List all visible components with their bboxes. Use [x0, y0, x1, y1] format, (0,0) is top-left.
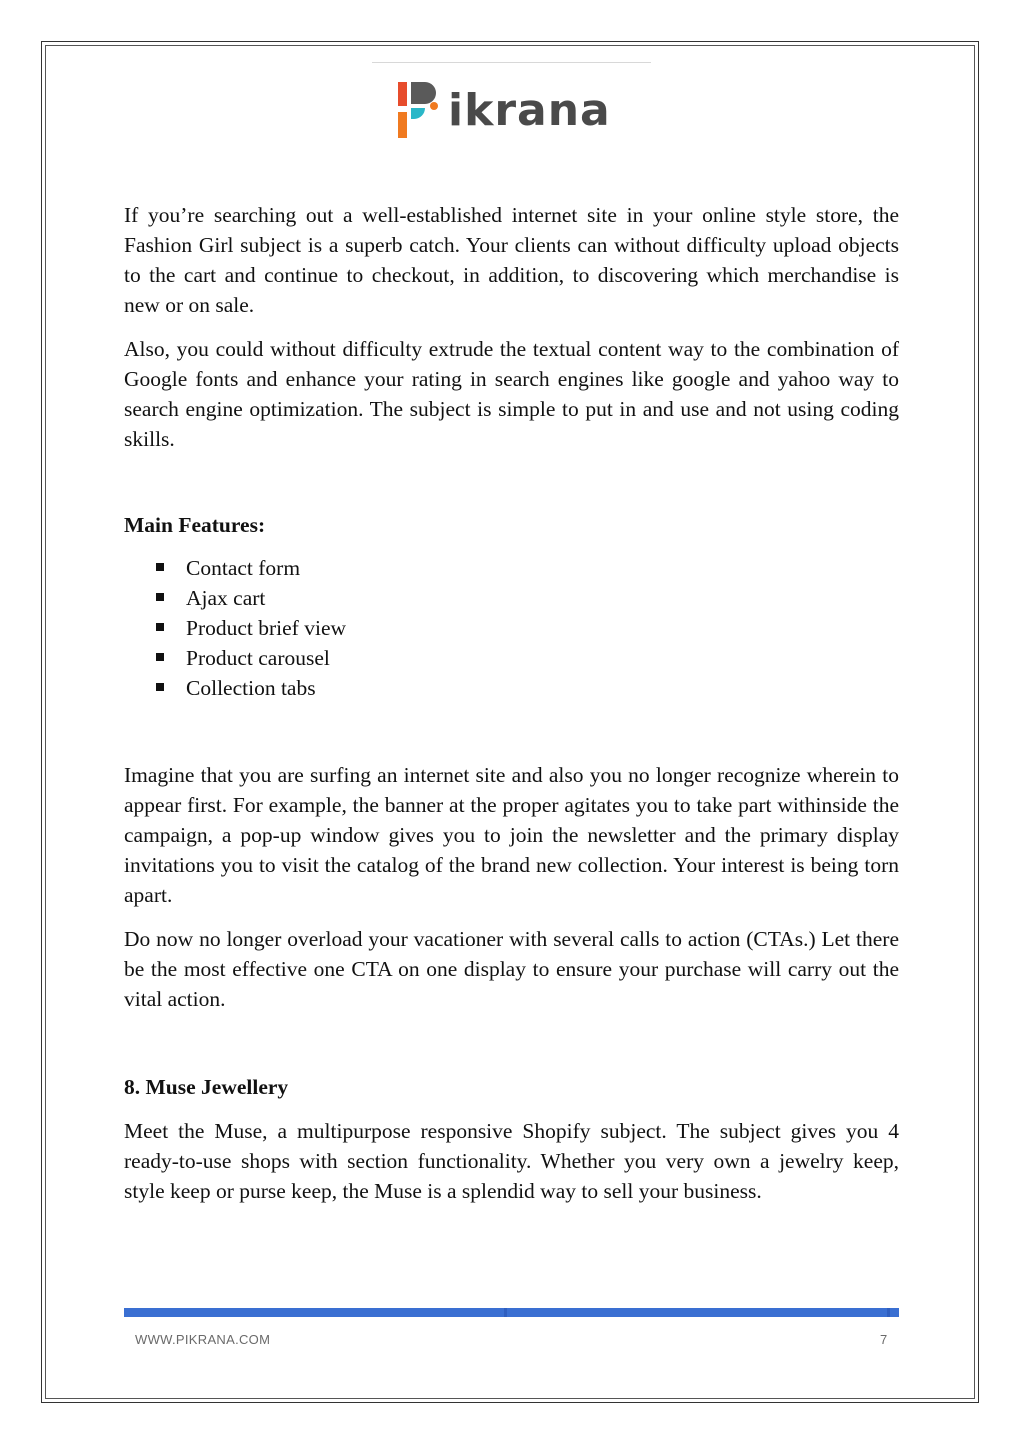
feature-label: Product carousel: [186, 646, 330, 670]
list-item: [156, 613, 899, 643]
pikrana-logo-mark-icon: [396, 78, 446, 144]
body-paragraph: Imagine that you are surfing an internet site and also you no longer recognize wherein to appear first. For example, the banner at the proper agitates you to take part withinside the campaign, a pop-up window gives you to join the newsletter and the primary display invitations you to visit the catalog of the brand new collection. Your interest is being torn apart.: [124, 763, 899, 907]
list-item: [156, 673, 899, 703]
square-bullet-icon: [156, 593, 164, 601]
square-bullet-icon: [156, 623, 164, 631]
main-content: [124, 200, 899, 1206]
intro-paragraph: Also, you could without difficulty extrude the textual content way to the combination of Google fonts and enhance your rating in search engines like google and yahoo way to search engine optimization. The subject is simple to put in and use and not using coding skills.: [124, 337, 899, 451]
footer-url: WWW.PIKRANA.COM: [135, 1332, 271, 1347]
section-paragraph: Meet the Muse, a multipurpose responsive Shopify subject. The subject gives you 4 ready-to-use shops with section functionality. Whether you very own a jewelry keep, style keep or purse keep, the Muse is a splendid way to sell your business.: [124, 1119, 899, 1203]
logo-text: ikrana: [448, 85, 611, 136]
intro-paragraph: If you’re searching out a well-established internet site in your online style store, the Fashion Girl subject is a superb catch. Your clients can without difficulty upload objects to the cart and continue to checkout, in addition, to discovering which merchandise is new or on sale.: [124, 203, 899, 317]
feature-label: Product brief view: [186, 616, 347, 640]
page-number: 7: [880, 1332, 888, 1347]
list-item: [156, 643, 899, 673]
feature-label: Collection tabs: [186, 676, 316, 700]
list-item: [156, 553, 899, 583]
pikrana-logo: [396, 76, 636, 146]
feature-label: Ajax cart: [186, 586, 266, 610]
square-bullet-icon: [156, 653, 164, 661]
footer-bar: [124, 1308, 899, 1317]
header-rule: [372, 62, 651, 63]
features-heading: Main Features:: [124, 513, 266, 537]
features-list: [124, 553, 899, 703]
section-heading: 8. Muse Jewellery: [124, 1075, 289, 1099]
list-item: [156, 583, 899, 613]
square-bullet-icon: [156, 683, 164, 691]
square-bullet-icon: [156, 563, 164, 571]
feature-label: Contact form: [186, 556, 301, 580]
body-paragraph: Do now no longer overload your vacationer with several calls to action (CTAs.) Let there be the most effective one CTA on one display to ensure your purchase will carry out the vital action.: [124, 927, 899, 1011]
